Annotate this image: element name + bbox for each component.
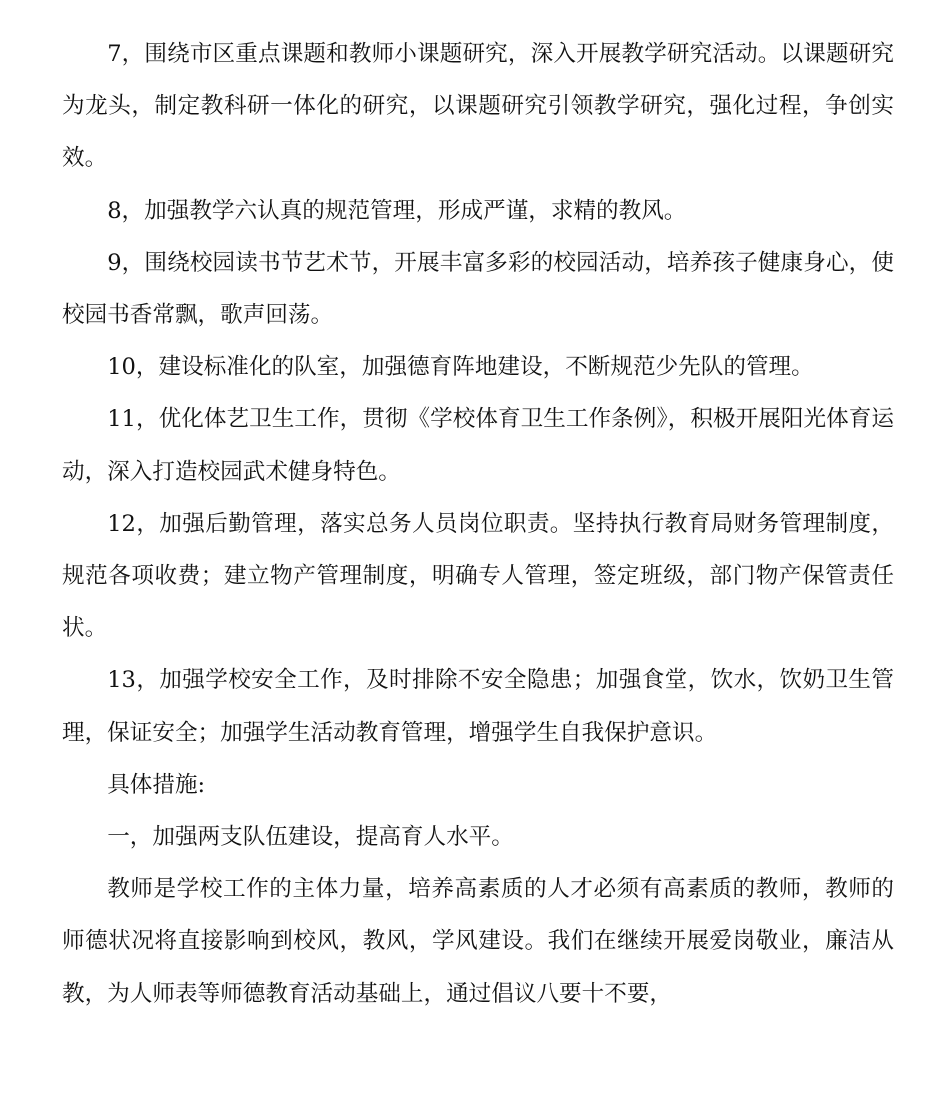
section-heading-measures: 具体措施: (107, 771, 206, 798)
paragraph-item-7: 7，围绕市区重点课题和教师小课题研究，深入开展教学研究活动。以课题研究为龙头，制定教科研一体化的研究，以课题研究引领教学研究，强化过程，争创实效。 (62, 41, 894, 172)
paragraph-item-9: 9，围绕校园读书节艺术节，开展丰富多彩的校园活动，培养孩子健康身心，使校园书香常飘，歌声回荡。 (62, 249, 894, 329)
paragraph-item-12: 12，加强后勤管理，落实总务人员岗位职责。坚持执行教育局财务管理制度，规范各项收费；建立物产管理制度，明确专人管理，签定班级，部门物产保管责任状。 (62, 510, 894, 642)
body-paragraph-teachers: 教师是学校工作的主体力量，培养高素质的人才必须有高素质的教师，教师的师德状况将直接影响到校风，教风，学风建设。我们在继续开展爱岗敬业，廉洁从教，为人师表等师德教育活动基础上，通过倡议八要十不要， (62, 876, 894, 1007)
paragraph-item-8: 8，加强教学六认真的规范管理，形成严谨，求精的教风。 (107, 197, 687, 224)
paragraph-item-11: 11，优化体艺卫生工作，贯彻《学校体育卫生工作条例》，积极开展阳光体育运动，深入打造校园武术健身特色。 (62, 406, 894, 485)
paragraph-item-10: 10，建设标准化的队室，加强德育阵地建设，不断规范少先队的管理。 (107, 354, 814, 381)
subsection-heading-team-building: 一，加强两支队伍建设，提高育人水平。 (107, 824, 514, 851)
paragraph-item-13: 13，加强学校安全工作，及时排除不安全隐患；加强食堂，饮水，饮奶卫生管理，保证安全；加强学生活动教育管理，增强学生自我保护意识。 (62, 667, 894, 746)
document-page (62, 28, 894, 1020)
